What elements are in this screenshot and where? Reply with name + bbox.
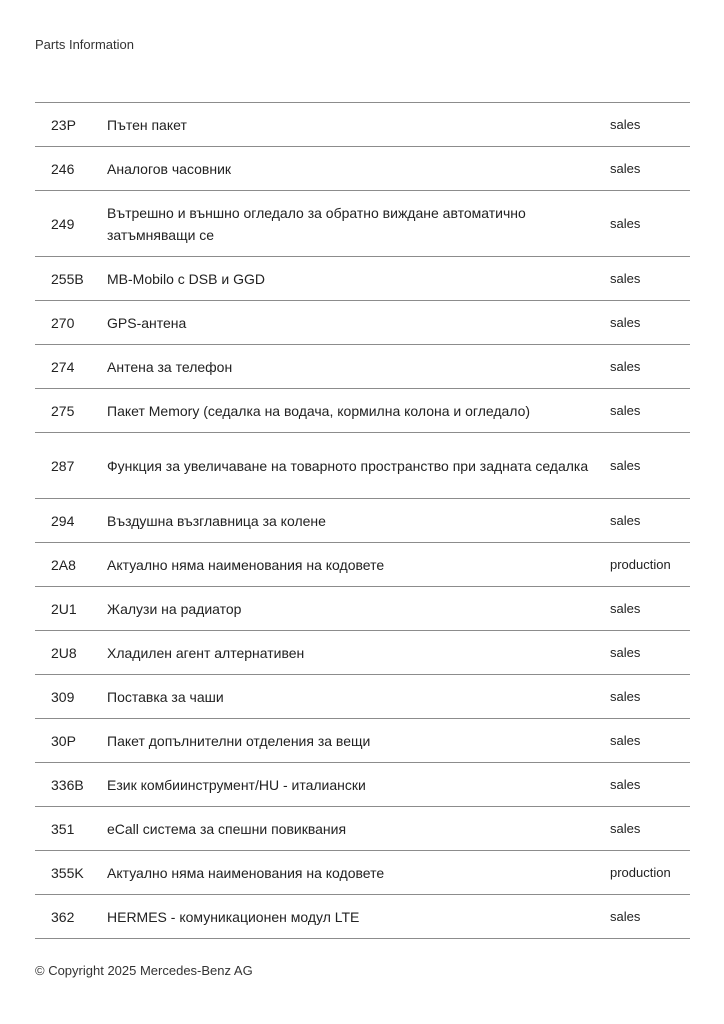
part-description: MB-Mobilo с DSB и GGD — [107, 270, 265, 287]
part-description: Пакет Memory (седалка на водача, кормилна колона и огледало) — [107, 402, 531, 419]
part-status: sales — [610, 777, 641, 792]
part-code: 355K — [51, 864, 84, 881]
part-code: 294 — [51, 512, 75, 529]
table-row — [35, 895, 690, 939]
part-code: 246 — [51, 160, 75, 177]
part-status: sales — [610, 821, 641, 836]
part-description: GPS-антена — [107, 314, 187, 331]
table-row — [35, 257, 690, 301]
part-description: Хладилен агент алтернативен — [107, 644, 305, 661]
part-status: sales — [610, 271, 641, 286]
part-status: sales — [610, 458, 641, 473]
part-code: 270 — [51, 314, 75, 331]
table-row — [35, 147, 690, 191]
part-description: Функция за увеличаване на товарното пространство при задната седалка — [107, 457, 589, 474]
table-row — [35, 389, 690, 433]
table-row — [35, 499, 690, 543]
part-description: Вътрешно и външно огледало за обратно виждане автоматично затъмняващи се — [107, 204, 526, 243]
part-description: Поставка за чаши — [107, 688, 224, 705]
page-title: Parts Information — [35, 37, 134, 52]
part-status: sales — [610, 909, 641, 924]
table-row — [35, 103, 690, 147]
part-status: production — [610, 557, 671, 572]
part-description: Антена за телефон — [107, 358, 233, 375]
part-code: 362 — [51, 908, 75, 925]
part-description: Жалузи на радиатор — [107, 600, 242, 617]
table-row — [35, 587, 690, 631]
part-description: Пътен пакет — [107, 116, 187, 133]
part-status: production — [610, 865, 671, 880]
part-code: 274 — [51, 358, 75, 375]
table-row — [35, 543, 690, 587]
part-code: 30P — [51, 732, 76, 749]
table-row — [35, 763, 690, 807]
part-description: Език комбиинструмент/HU - италиански — [107, 776, 366, 793]
part-status: sales — [610, 359, 641, 374]
part-description: Въздушна възглавница за колене — [107, 512, 326, 529]
table-row — [35, 433, 690, 499]
part-code: 351 — [51, 820, 75, 837]
table-row — [35, 631, 690, 675]
part-description: HERMES - комуникационен модул LTE — [107, 908, 360, 925]
part-code: 23P — [51, 116, 76, 133]
part-code: 275 — [51, 402, 75, 419]
part-code: 255B — [51, 270, 84, 287]
part-status: sales — [610, 315, 641, 330]
part-status: sales — [610, 403, 641, 418]
part-status: sales — [610, 601, 641, 616]
part-status: sales — [610, 645, 641, 660]
part-status: sales — [610, 733, 641, 748]
copyright-footer: © Copyright 2025 Mercedes-Benz AG — [35, 963, 253, 978]
part-description: Актуално няма наименования на кодовете — [107, 864, 385, 881]
table-row — [35, 807, 690, 851]
part-status: sales — [610, 117, 641, 132]
part-description: Аналогов часовник — [107, 160, 232, 177]
part-code: 2U8 — [51, 644, 77, 661]
part-description: Актуално няма наименования на кодовете — [107, 556, 385, 573]
part-status: sales — [610, 161, 641, 176]
table-row — [35, 301, 690, 345]
part-code: 2A8 — [51, 556, 76, 573]
table-row — [35, 675, 690, 719]
part-status: sales — [610, 513, 641, 528]
table-row — [35, 345, 690, 389]
table-row — [35, 191, 690, 257]
part-status: sales — [610, 216, 641, 231]
parts-table — [35, 102, 690, 939]
table-row — [35, 851, 690, 895]
part-code: 2U1 — [51, 600, 77, 617]
part-status: sales — [610, 689, 641, 704]
part-code: 309 — [51, 688, 75, 705]
part-code: 249 — [51, 215, 75, 232]
part-code: 287 — [51, 457, 75, 474]
part-code: 336B — [51, 776, 84, 793]
part-description: Пакет допълнителни отделения за вещи — [107, 732, 371, 749]
table-row — [35, 719, 690, 763]
part-description: eCall система за спешни повиквания — [107, 820, 347, 837]
